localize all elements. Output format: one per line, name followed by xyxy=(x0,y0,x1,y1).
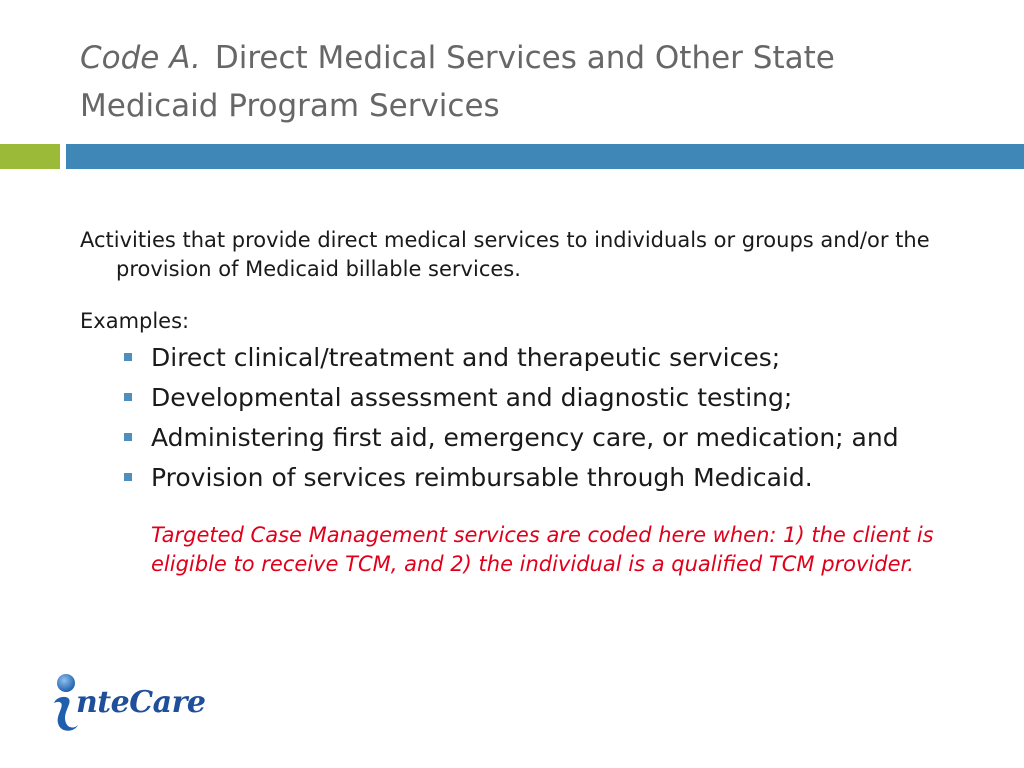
list-item xyxy=(80,342,941,373)
slide-title xyxy=(80,34,980,130)
square-bullet-icon xyxy=(124,473,132,481)
intro-text: Activities that provide direct medical services to individuals or groups and/or the provision of Medicaid billable services. xyxy=(80,228,930,281)
list-item-text: Administering first aid, emergency care, or medication; and xyxy=(151,423,899,452)
list-item xyxy=(80,422,941,453)
accent-bar-blue xyxy=(66,144,1024,169)
title-text: Direct Medical Services and Other State Medicaid Program Services xyxy=(80,40,835,124)
slide-content xyxy=(80,226,980,579)
square-bullet-icon xyxy=(124,433,132,441)
list-item-text: Provision of services reimbursable through Medicaid. xyxy=(151,463,813,492)
list-item xyxy=(80,382,941,413)
logo-text: nteCare xyxy=(76,685,206,720)
square-bullet-icon xyxy=(124,393,132,401)
list-item-text: Direct clinical/treatment and therapeutic services; xyxy=(151,343,781,372)
tcm-note: Targeted Case Management services are coded here when: 1) the client is eligible to receive TCM, and 2) the individual is a qualified TCM provider. xyxy=(151,523,934,576)
accent-bar-green xyxy=(0,144,60,169)
examples-label: Examples: xyxy=(80,309,190,333)
list-item-text: Developmental assessment and diagnostic testing; xyxy=(151,383,793,412)
title-code: Code A. xyxy=(80,40,201,76)
square-bullet-icon xyxy=(124,353,132,361)
list-item xyxy=(80,462,941,493)
intecare-logo xyxy=(52,673,212,733)
examples-list xyxy=(80,342,980,493)
